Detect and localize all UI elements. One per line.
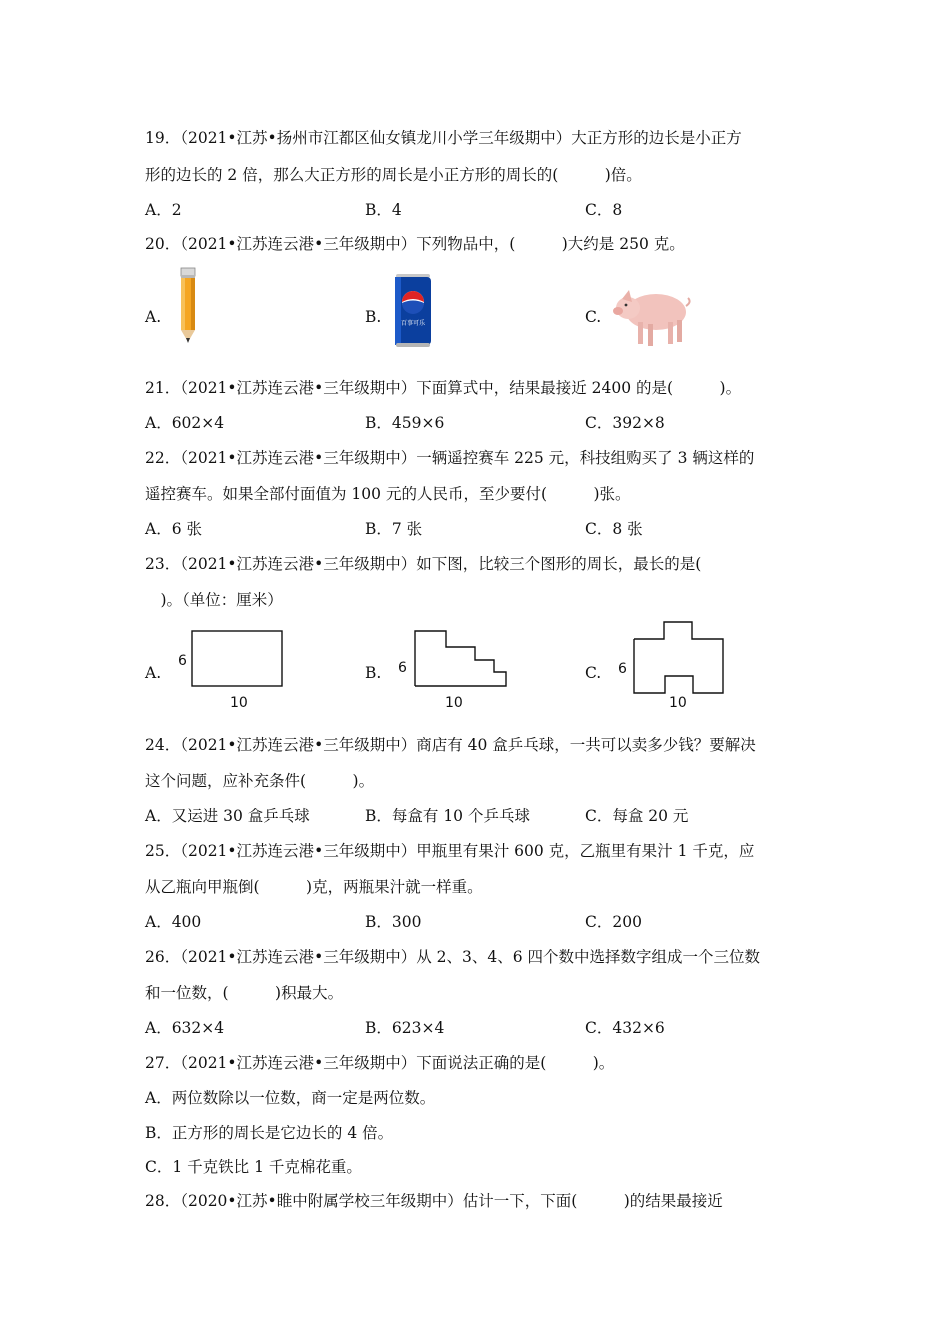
question-20-option-b: B.: [365, 308, 382, 326]
figure-b-width-label: 10: [445, 695, 463, 711]
pig-image: [612, 278, 692, 350]
question-24-option-b: B．每盒有 10 个乒乓球: [365, 807, 530, 825]
question-24-line-1: 24．（2021•江苏连云港•三年级期中）商店有 40 盒乒乓球，一共可以卖多少钱？要解决: [145, 736, 756, 754]
question-25-option-b: B．300: [365, 913, 422, 931]
question-21-option-a: A．602×4: [145, 414, 225, 432]
question-22-line-2: 遥控赛车。如果全部付面值为 100 元的人民币，至少要付( )张。: [145, 485, 631, 503]
question-25-option-a: A．400: [145, 913, 202, 931]
soda-can-image: [393, 272, 433, 350]
question-25-line-2: 从乙瓶向甲瓶倒( )克，两瓶果汁就一样重。: [145, 878, 483, 896]
figure-a-rectangle: [170, 625, 295, 713]
question-27-option-c: C．1 千克铁比 1 千克棉花重。: [145, 1158, 362, 1176]
question-22-line-1: 22．（2021•江苏连云港•三年级期中）一辆遥控赛车 225 元，科技组购买了 3 辆这样的: [145, 449, 755, 467]
question-25-line-1: 25．（2021•江苏连云港•三年级期中）甲瓶里有果汁 600 克，乙瓶里有果汁 1 千克，应: [145, 842, 755, 860]
question-23-option-c: C.: [585, 664, 602, 682]
question-20-option-c: C.: [585, 308, 602, 326]
question-25-option-c: C．200: [585, 913, 642, 931]
question-24-option-a: A．又运进 30 盒乒乓球: [145, 807, 310, 825]
question-19-option-b: B．4: [365, 201, 402, 219]
figure-c-height-label: 6: [618, 661, 627, 677]
question-20-option-a: A.: [145, 308, 162, 326]
question-19-option-a: A．2: [145, 201, 182, 219]
question-27-line-1: 27．（2021•江苏连云港•三年级期中）下面说法正确的是( )。: [145, 1054, 615, 1072]
question-23-option-a: A.: [145, 664, 162, 682]
question-19-line-1: 19．（2021•江苏•扬州市江都区仙女镇龙川小学三年级期中）大正方形的边长是小正方: [145, 129, 742, 147]
question-21-option-b: B．459×6: [365, 414, 445, 432]
question-26-option-c: C．432×6: [585, 1019, 665, 1037]
question-26-line-2: 和一位数，( )积最大。: [145, 984, 344, 1002]
figure-c-width-label: 10: [669, 695, 687, 711]
question-27-option-b: B．正方形的周长是它边长的 4 倍。: [145, 1124, 394, 1142]
figure-a-height-label: 6: [178, 653, 187, 669]
question-28-line-1: 28．（2020•江苏•睢中附属学校三年级期中）估计一下，下面( )的结果最接近: [145, 1192, 723, 1210]
pencil-image: [176, 266, 200, 346]
question-21-option-c: C．392×8: [585, 414, 665, 432]
figure-b-height-label: 6: [398, 660, 407, 676]
question-27-option-a: A．两位数除以一位数，商一定是两位数。: [145, 1089, 436, 1107]
question-26-line-1: 26．（2021•江苏连云港•三年级期中）从 2、3、4、6 四个数中选择数字组成一个三位数: [145, 948, 761, 966]
question-24-option-c: C．每盒 20 元: [585, 807, 689, 825]
question-26-option-a: A．632×4: [145, 1019, 225, 1037]
question-19-option-c: C．8: [585, 201, 623, 219]
figure-c-notched-shape: [612, 619, 732, 713]
question-20-line-1: 20．（2021•江苏连云港•三年级期中）下列物品中，( )大约是 250 克。: [145, 235, 685, 253]
question-23-option-b: B.: [365, 664, 382, 682]
figure-b-staircase: [393, 625, 513, 713]
question-24-line-2: 这个问题，应补充条件( )。: [145, 772, 375, 790]
question-22-option-c: C．8 张: [585, 520, 643, 538]
question-19-line-2: 形的边长的 2 倍，那么大正方形的周长是小正方形的周长的( )倍。: [145, 166, 642, 184]
question-26-option-b: B．623×4: [365, 1019, 445, 1037]
question-21-line-1: 21．（2021•江苏连云港•三年级期中）下面算式中，结果最接近 2400 的是( )。: [145, 379, 742, 397]
question-22-option-b: B．7 张: [365, 520, 423, 538]
question-23-line-1: 23．（2021•江苏连云港•三年级期中）如下图，比较三个图形的周长，最长的是(: [145, 555, 702, 573]
question-22-option-a: A．6 张: [145, 520, 202, 538]
question-23-line-2: )。（单位：厘米）: [145, 591, 283, 609]
figure-a-width-label: 10: [230, 695, 248, 711]
can-label: 百事可乐: [400, 320, 426, 327]
